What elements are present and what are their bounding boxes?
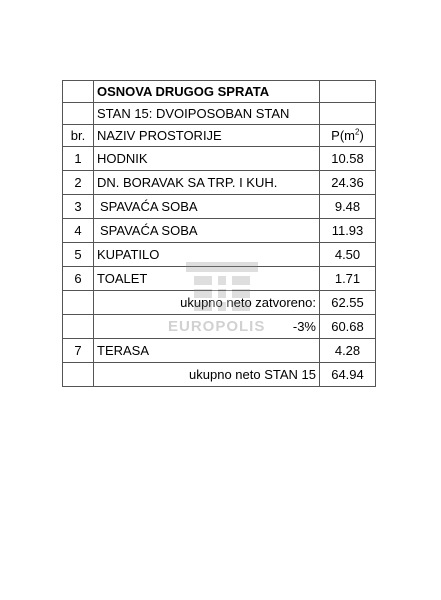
total-num-cell	[63, 363, 94, 387]
reduction-area: 60.68	[320, 315, 376, 339]
room-area: 1.71	[320, 267, 376, 291]
header-num: br.	[63, 125, 94, 147]
room-area: 9.48	[320, 195, 376, 219]
subtitle-area-cell	[320, 103, 376, 125]
room-area: 10.58	[320, 147, 376, 171]
room-name: DN. BORAVAK SA TRP. I KUH.	[94, 171, 320, 195]
reduction-num-cell	[63, 315, 94, 339]
reduction-row	[63, 315, 376, 339]
header-area-suffix: )	[359, 128, 364, 143]
table-row	[63, 267, 376, 291]
room-name: TOALET	[94, 267, 320, 291]
terrace-row	[63, 339, 376, 363]
reduction-label: -3%	[94, 315, 320, 339]
room-name: KUPATILO	[94, 243, 320, 267]
room-num: 5	[63, 243, 94, 267]
table-row	[63, 195, 376, 219]
header-area-sup: 2	[355, 127, 360, 137]
header-name: NAZIV PROSTORIJE	[94, 125, 320, 147]
room-num: 6	[63, 267, 94, 291]
title-row	[63, 81, 376, 103]
title-area-cell	[320, 81, 376, 103]
table-row	[63, 147, 376, 171]
title-num-cell	[63, 81, 94, 103]
watermark-text: EUROPOLIS	[168, 318, 266, 335]
room-area: 11.93	[320, 219, 376, 243]
terrace-name: TERASA	[94, 339, 320, 363]
subtitle-row	[63, 103, 376, 125]
subtotal-area: 62.55	[320, 291, 376, 315]
room-name: HODNIK	[94, 147, 320, 171]
subtotal-num-cell	[63, 291, 94, 315]
header-area	[320, 125, 376, 147]
room-num: 3	[63, 195, 94, 219]
terrace-area: 4.28	[320, 339, 376, 363]
header-area-prefix: P(m	[331, 128, 356, 143]
room-num: 1	[63, 147, 94, 171]
total-row	[63, 363, 376, 387]
subtitle-num-cell	[63, 103, 94, 125]
room-num: 2	[63, 171, 94, 195]
header-row	[63, 125, 376, 147]
room-area: 24.36	[320, 171, 376, 195]
subtotal-label: ukupno neto zatvoreno:	[94, 291, 320, 315]
subtotal-row	[63, 291, 376, 315]
room-name: SPAVAĆA SOBA	[94, 195, 320, 219]
table-row	[63, 171, 376, 195]
table-title: OSNOVA DRUGOG SPRATA	[94, 81, 320, 103]
room-area-table	[62, 80, 376, 387]
total-label: ukupno neto STAN 15	[94, 363, 320, 387]
room-num: 4	[63, 219, 94, 243]
table-row	[63, 219, 376, 243]
table-subtitle: STAN 15: DVOIPOSOBAN STAN	[94, 103, 320, 125]
total-area: 64.94	[320, 363, 376, 387]
room-name: SPAVAĆA SOBA	[94, 219, 320, 243]
room-area: 4.50	[320, 243, 376, 267]
terrace-num: 7	[63, 339, 94, 363]
table-row	[63, 243, 376, 267]
